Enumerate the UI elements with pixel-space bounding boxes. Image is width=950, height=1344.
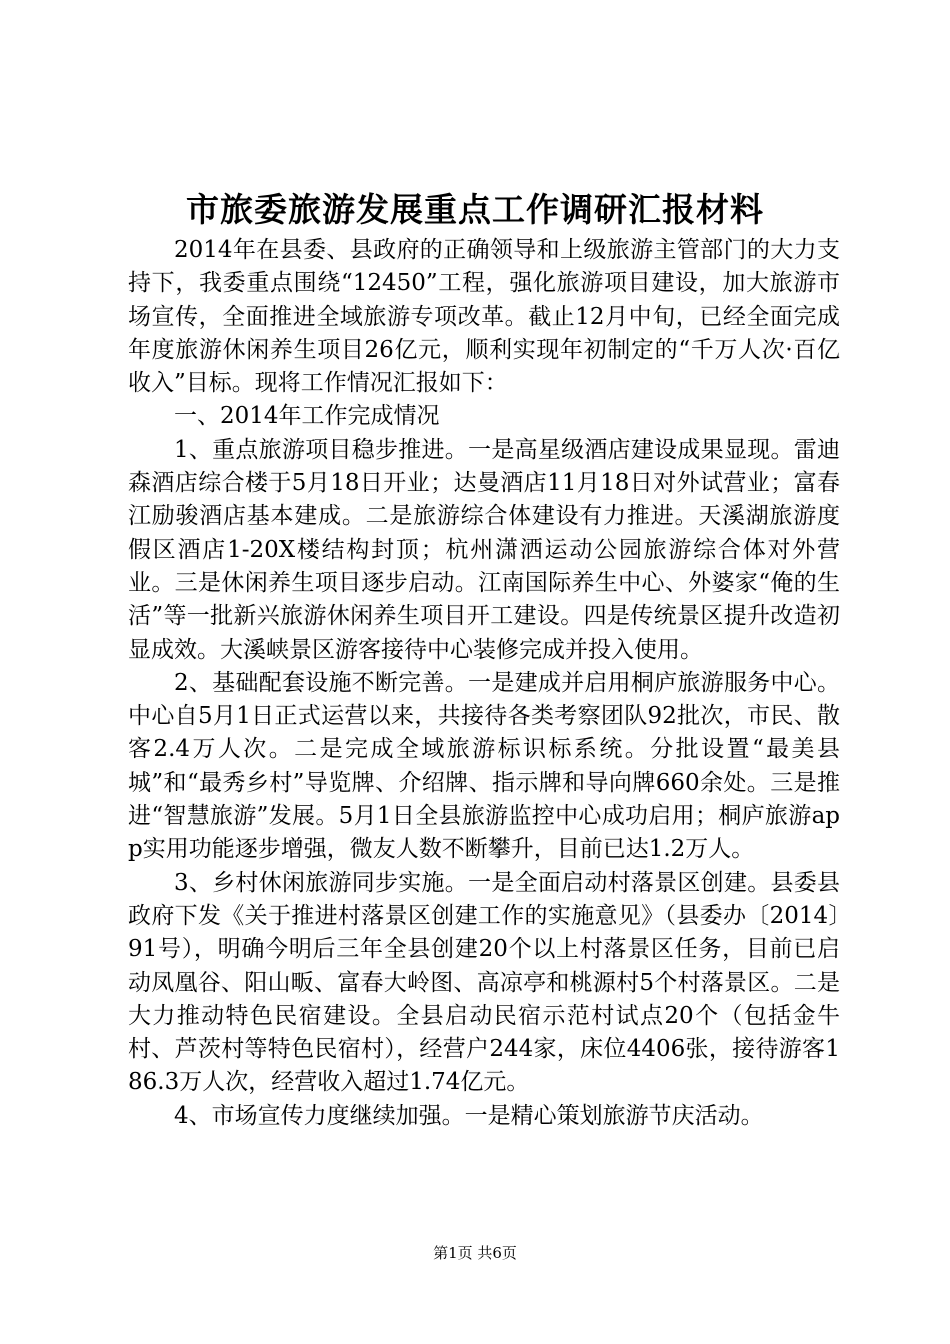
document-body [128, 234, 840, 1133]
paragraph-item-3: 3、乡村休闲旅游同步实施。一是全面启动村落景区创建。县委县政府下发《关于推进村落景区创建工作的实施意见》（县委办〔2014〕91号），明确今明后三年全县创建20个以上村落景区任务，目前已启动凤凰谷、阳山畈、富春大岭图、高凉亭和桃源村5个村落景区。二是大力推动特色民宿建设。全县启动民宿示范村试点20个（包括金牛村、芦茨村等特色民宿村），经营户244家，床位4406张，接待游客186.3万人次，经营收入超过1.74亿元。 [128, 869, 840, 1096]
paragraph-item-4: 4、市场宣传力度继续加强。一是精心策划旅游节庆活动。 [174, 1102, 764, 1129]
section-heading-1: 一、2014年工作完成情况 [174, 403, 440, 430]
page-number-footer: 第1页 共6页 [433, 1244, 517, 1262]
paragraph-intro: 2014年在县委、县政府的正确领导和上级旅游主管部门的大力支持下，我委重点围绕“12450”工程，强化旅游项目建设，加大旅游市场宣传，全面推进全域旅游专项改革。截止12月中旬，已经全面完成年度旅游休闲养生项目26亿元，顺利实现年初制定的“千万人次·百亿收入”目标。现将工作情况汇报如下： [128, 237, 840, 397]
paragraph-item-2: 2、基础配套设施不断完善。一是建成并启用桐庐旅游服务中心。中心自5月1日正式运营以来，共接待各类考察团队92批次，市民、散客2.4万人次。二是完成全域旅游标识标系统。分批设置“最美县城”和“最秀乡村”导览牌、介绍牌、指示牌和导向牌660余处。三是推进“智慧旅游”发展。5月1日全县旅游监控中心成功启用；桐庐旅游app实用功能逐步增强，微友人数不断攀升，目前已达1.2万人。 [128, 669, 840, 863]
document-title: 市旅委旅游发展重点工作调研汇报材料 [186, 190, 764, 229]
paragraph-item-1: 1、重点旅游项目稳步推进。一是高星级酒店建设成果显现。雷迪森酒店综合楼于5月18日开业；达曼酒店11月18日对外试营业；富春江励骏酒店基本建成。二是旅游综合体建设有力推进。天溪湖旅游度假区酒店1-20X楼结构封顶；杭州潇洒运动公园旅游综合体对外营业。三是休闲养生项目逐步启动。江南国际养生中心、外婆家“俺的生活”等一批新兴旅游休闲养生项目开工建设。四是传统景区提升改造初显成效。大溪峡景区游客接待中心装修完成并投入使用。 [128, 436, 840, 663]
